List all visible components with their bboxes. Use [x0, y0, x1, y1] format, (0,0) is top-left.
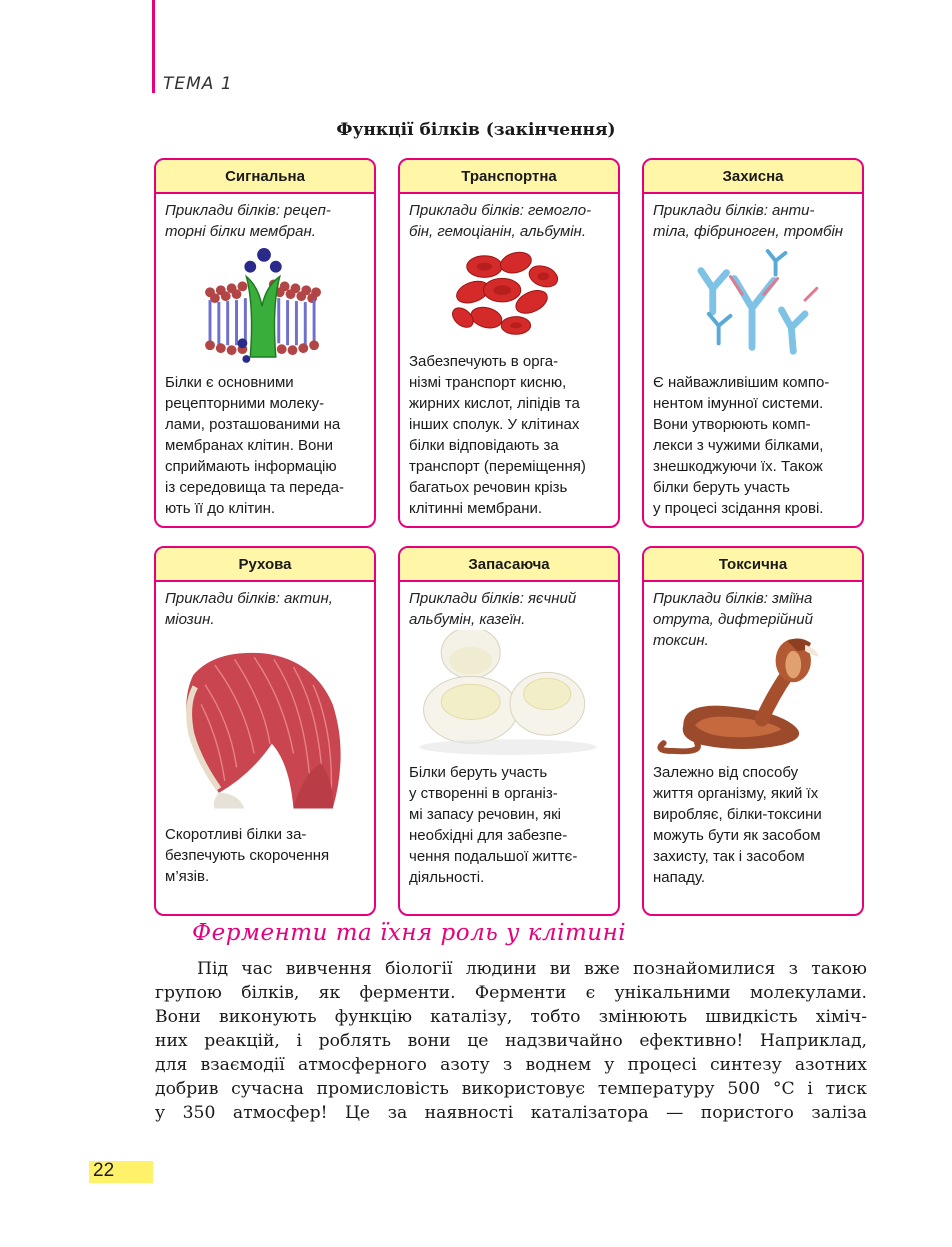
card-examples: Приклади білків: зміїна отрута, дифтерійний токсин. — [653, 590, 813, 649]
red-blood-cells-illustration — [400, 242, 618, 350]
card-title: Захисна — [644, 160, 862, 194]
card-title: Транспортна — [400, 160, 618, 194]
shoulder-muscle-illustration — [156, 644, 374, 814]
card-description: Скоротливі білки за- безпечують скорочення м’язів. — [165, 826, 330, 885]
section-heading: Ферменти та їхня роль у клітині — [192, 920, 627, 946]
card-signal — [154, 158, 376, 528]
card-description: Білки є основними рецепторними молеку- лами, розташованими на мембранах клітин. Вони сприймають інформацію із середовища та переда- ють її до клітин. — [165, 374, 344, 517]
card-title: Запасаюча — [400, 548, 618, 582]
membrane-receptor-illustration — [156, 246, 374, 364]
card-examples: Приклади білків: актин, міозин. — [165, 590, 333, 628]
card-transport — [398, 158, 620, 528]
table-title: Функції білків (закінчення) — [336, 120, 616, 140]
card-title: Рухова — [156, 548, 374, 582]
body-paragraph: Під час вивчення біології людини ви вже познайомилися з такою групою білків, як ферменти. Ферменти є унікальними молекулами. Вони виконують функцію каталізу, тобто змінюють швидкість хіміч- них реакцій, і роблять вони це надзвичайно ефективно! Наприклад, для взаємодії атмосферного азоту з воднем у процесі синтезу азотних добрив сучасна промисловість використовує температуру 500 °С і тиск у 350 атмосфер! Це за наявності каталізатора — пористого заліза — [155, 959, 867, 1123]
card-storage — [398, 546, 620, 916]
card-description: Білки беруть участь у створенні в організ- мі запасу речовин, які необхідні для забезпе- чення подальшої життє- діяльності. — [409, 764, 578, 886]
card-examples: Приклади білків: анти- тіла, фібриноген, тромбін — [653, 202, 844, 240]
card-motor — [154, 546, 376, 916]
antibodies-illustration — [644, 248, 862, 366]
card-title: Сигнальна — [156, 160, 374, 194]
topic-label: ТЕМА 1 — [163, 74, 233, 94]
card-examples: Приклади білків: гемогло- бін, гемоціанін, альбумін. — [409, 202, 592, 240]
card-protective — [642, 158, 864, 528]
page-number: 22 — [93, 1160, 115, 1181]
card-toxic — [642, 546, 864, 916]
card-examples: Приклади білків: яєчний альбумін, казеїн. — [409, 590, 577, 628]
card-title: Токсична — [644, 548, 862, 582]
card-description: Є найважливішим компо- нентом імунної системи. Вони утворюють комп- лекси з чужими білками, знешкоджуючи їх. Також білки беруть участь у процесі зсідання крові. — [653, 374, 830, 517]
cobra-illustration — [644, 634, 862, 758]
card-description: Забезпечують в орга- нізмі транспорт кисню, жирних кислот, ліпідів та інших сполук. У клітинах білки відповідають за транспорт (переміщення) багатьох речовин крізь клітинні мембрани. — [409, 353, 586, 517]
card-description: Залежно від способу життя організму, який їх виробляє, білки-токсини можуть бути як засобом захисту, так і засобом нападу. — [653, 764, 822, 886]
margin-accent-bar — [152, 0, 155, 93]
boiled-eggs-illustration — [400, 630, 618, 760]
card-examples: Приклади білків: рецеп- торні білки мембран. — [165, 202, 331, 240]
